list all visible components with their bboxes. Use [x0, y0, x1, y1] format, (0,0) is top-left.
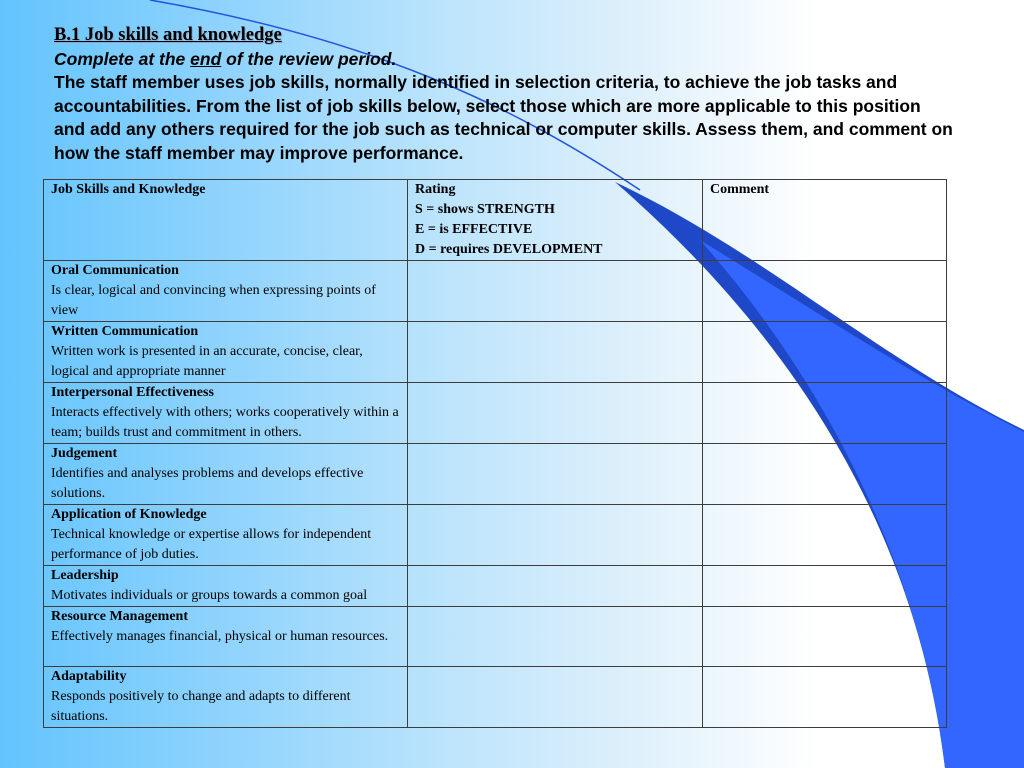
section-title: B.1 Job skills and knowledge: [54, 25, 282, 45]
rating-cell[interactable]: [408, 667, 703, 728]
rating-cell[interactable]: [408, 607, 703, 667]
rating-cell[interactable]: [408, 505, 703, 566]
table-row: [44, 566, 947, 607]
skill-name: Adaptability: [51, 669, 127, 684]
comment-cell[interactable]: [703, 505, 947, 566]
header-comment: Comment: [703, 180, 947, 261]
skill-name: Interpersonal Effectiveness: [51, 385, 214, 400]
table-row: [44, 505, 947, 566]
skill-cell: [44, 667, 408, 728]
table-row: [44, 444, 947, 505]
skill-cell: [44, 505, 408, 566]
table-row: [44, 383, 947, 444]
skill-name: Leadership: [51, 568, 119, 583]
skill-description: Technical knowledge or expertise allows for independent performance of job duties.: [51, 527, 372, 562]
comment-cell[interactable]: [703, 444, 947, 505]
skills-table: [43, 179, 947, 728]
skill-cell: [44, 322, 408, 383]
rating-cell[interactable]: [408, 322, 703, 383]
comment-cell[interactable]: [703, 667, 947, 728]
comment-cell[interactable]: [703, 383, 947, 444]
comment-cell[interactable]: [703, 607, 947, 667]
comment-cell[interactable]: [703, 566, 947, 607]
rating-cell[interactable]: [408, 261, 703, 322]
skill-name: Resource Management: [51, 609, 188, 624]
skill-description: Motivates individuals or groups towards a common goal: [51, 588, 368, 603]
rating-title: Rating: [415, 182, 456, 197]
instructions-block: [54, 24, 954, 165]
table-row: [44, 322, 947, 383]
subtitle-pre: Complete at the: [54, 48, 191, 69]
instructions-text: The staff member uses job skills, normally identified in selection criteria, to achieve the job tasks and accountabilities. From the list of job skills below, select those which are more applicable to this position and add any others required for the job such as technical or computer skills. Assess them, and comment on how the staff member may improve performance.: [54, 72, 953, 163]
rating-cell[interactable]: [408, 383, 703, 444]
skill-name: Judgement: [51, 446, 118, 461]
table-row: [44, 607, 947, 667]
table-row: [44, 261, 947, 322]
subtitle-underlined: end: [190, 48, 222, 69]
subtitle-post: of the review period.: [221, 48, 397, 69]
table-row: [44, 667, 947, 728]
rating-d: D = requires DEVELOPMENT: [415, 242, 603, 257]
skill-description: Written work is presented in an accurate, concise, clear, logical and appropriate manner: [51, 344, 363, 379]
rating-s: S = shows STRENGTH: [415, 202, 555, 217]
section-subtitle: [54, 48, 954, 72]
skill-description: Responds positively to change and adapts to different situations.: [51, 689, 351, 724]
table-header-row: [44, 180, 947, 261]
skill-description: Is clear, logical and convincing when expressing points of view: [51, 283, 376, 318]
skill-cell: [44, 383, 408, 444]
skill-cell: [44, 607, 408, 667]
skill-cell: [44, 566, 408, 607]
skill-name: Written Communication: [51, 324, 199, 339]
comment-cell[interactable]: [703, 322, 947, 383]
skill-cell: [44, 444, 408, 505]
skill-description: Effectively manages financial, physical or human resources.: [51, 629, 389, 644]
header-skills: Job Skills and Knowledge: [44, 180, 408, 261]
header-rating: [408, 180, 703, 261]
skill-name: Oral Communication: [51, 263, 179, 278]
skill-name: Application of Knowledge: [51, 507, 207, 522]
rating-e: E = is EFFECTIVE: [415, 222, 533, 237]
skill-description: Identifies and analyses problems and develops effective solutions.: [51, 466, 364, 501]
comment-cell[interactable]: [703, 261, 947, 322]
rating-cell[interactable]: [408, 444, 703, 505]
rating-cell[interactable]: [408, 566, 703, 607]
skill-description: Interacts effectively with others; works cooperatively within a team; builds trust and commitment in others.: [51, 405, 399, 440]
skill-cell: [44, 261, 408, 322]
